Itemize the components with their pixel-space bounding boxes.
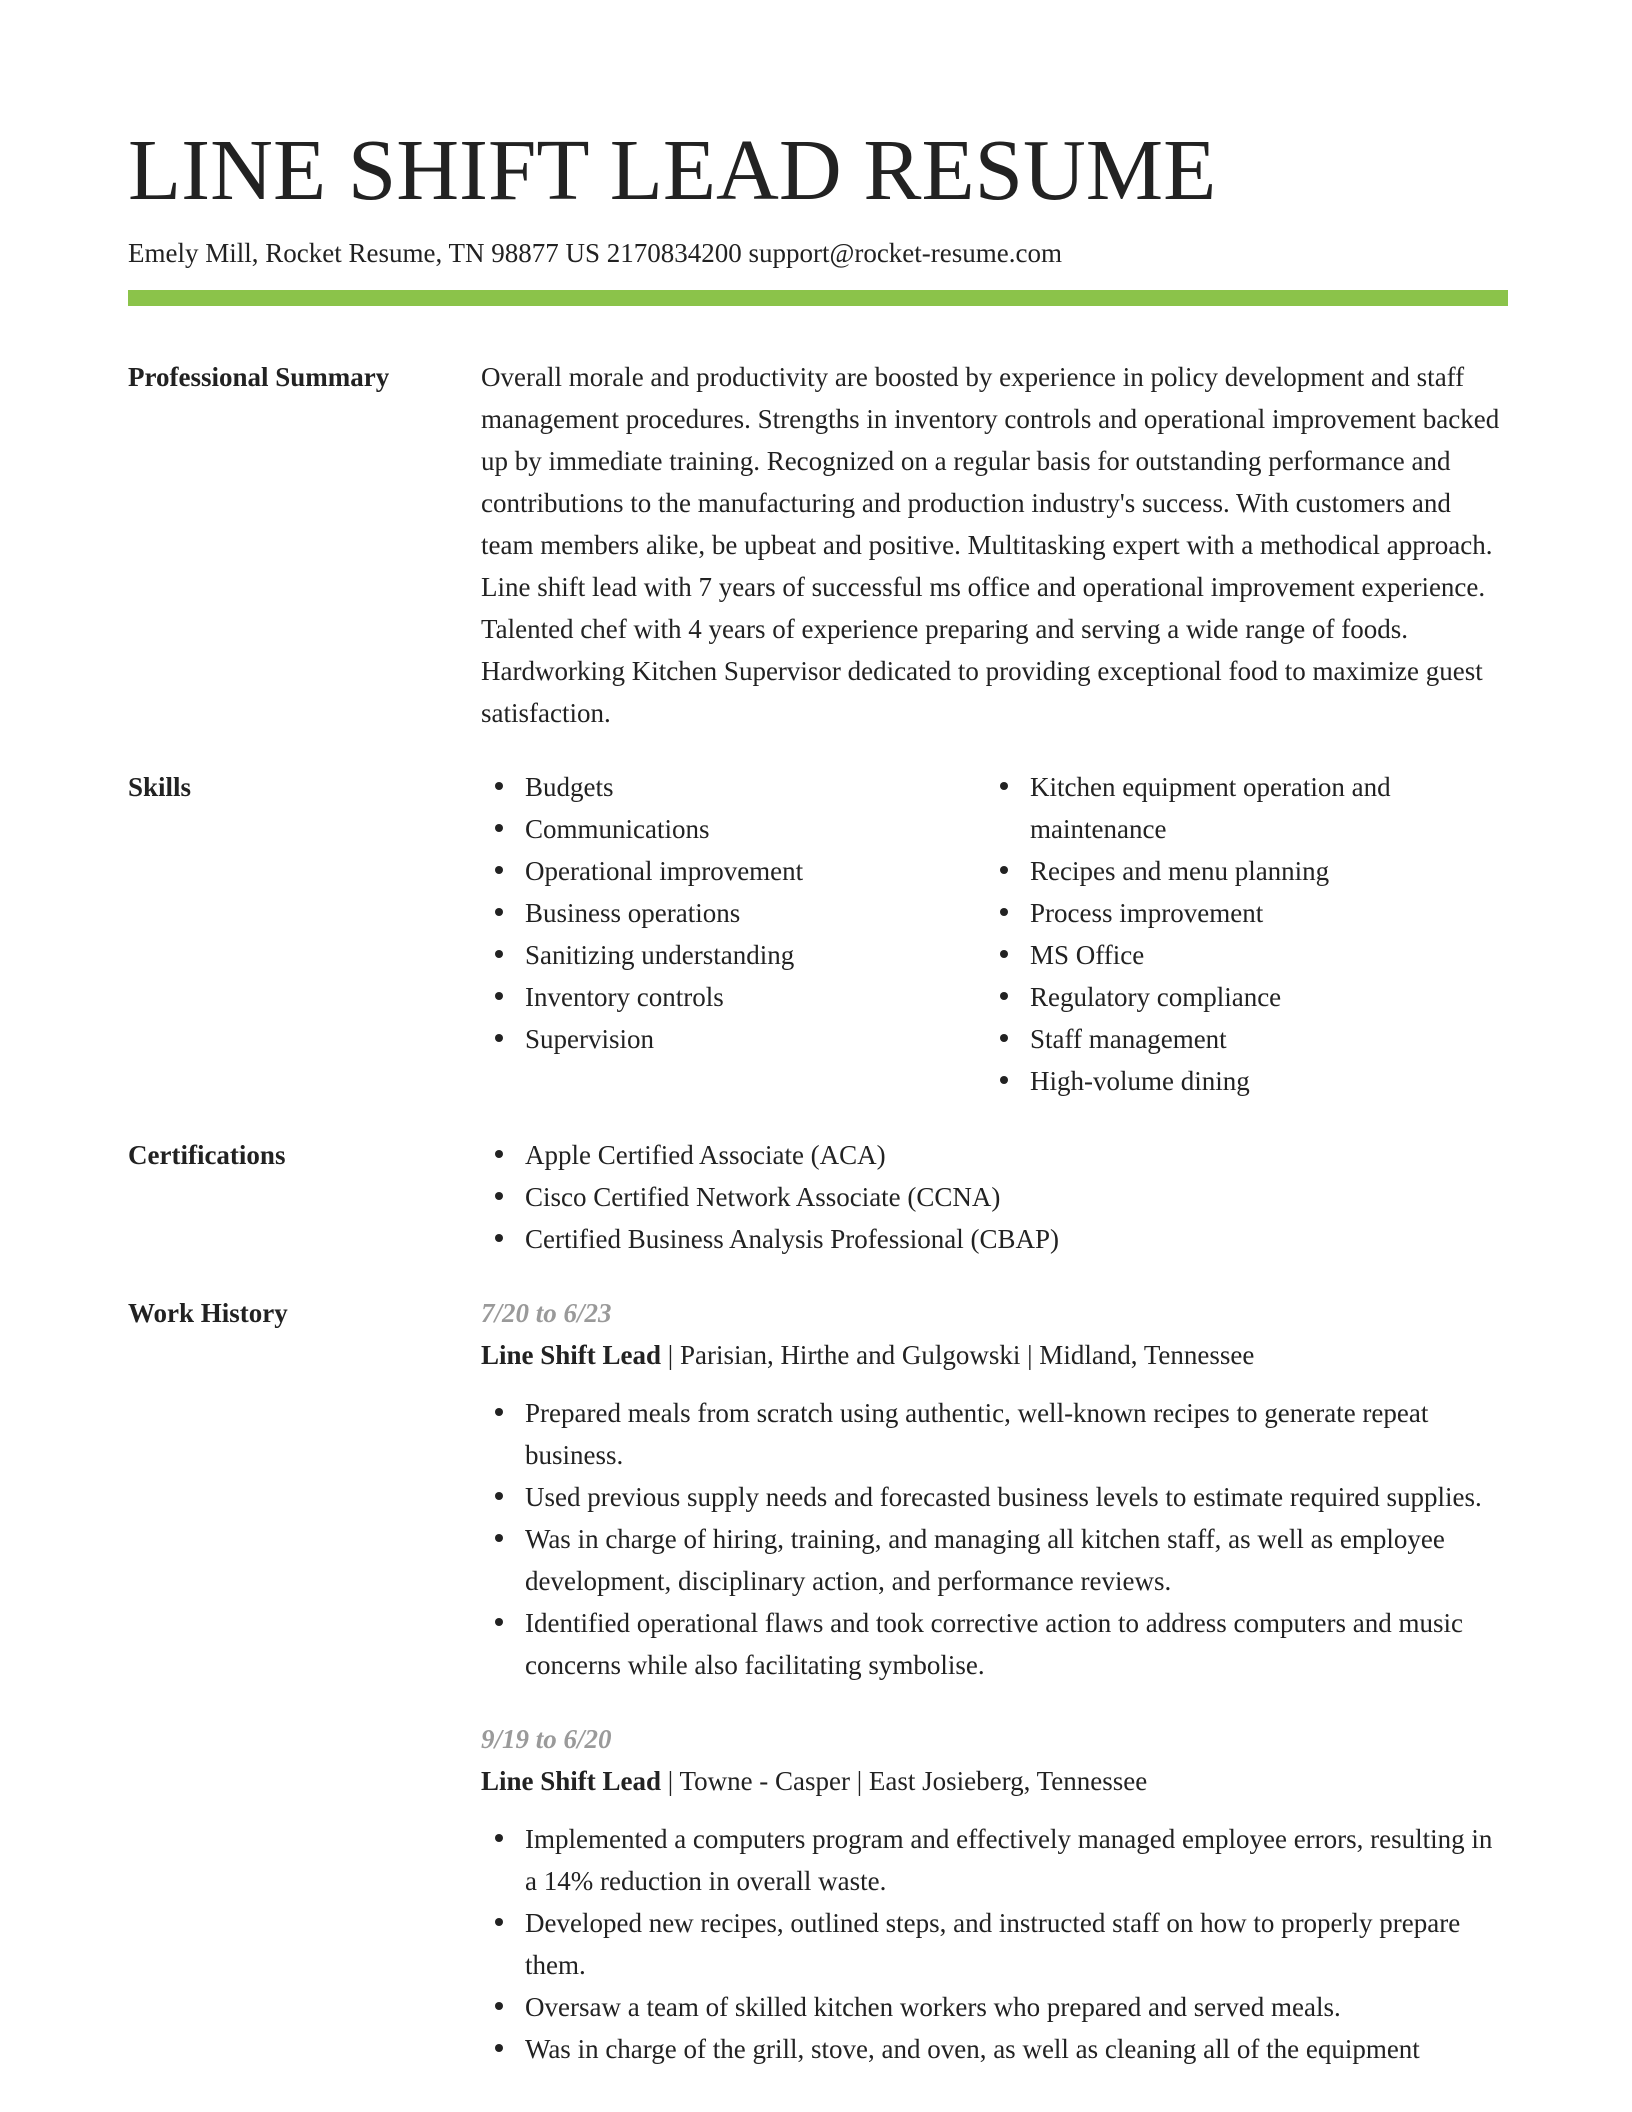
job-bullets xyxy=(481,1392,1508,1686)
bullet-dot-icon xyxy=(495,992,503,1000)
bullet-dot-icon xyxy=(495,1492,503,1500)
skills-list-left xyxy=(481,766,986,1102)
skill-item: Recipes and menu planning xyxy=(986,850,1508,892)
bullet-dot-icon xyxy=(495,1618,503,1626)
job-bullet: Developed new recipes, outlined steps, and instructed staff on how to properly prepare them. xyxy=(481,1902,1508,1986)
bullet-dot-icon xyxy=(495,824,503,832)
skill-item: Regulatory compliance xyxy=(986,976,1508,1018)
skills-list-right xyxy=(986,766,1508,1102)
bullet-dot-icon xyxy=(1000,950,1008,958)
job-details: | Towne - Casper | East Josieberg, Tennessee xyxy=(661,1766,1148,1796)
bullet-dot-icon xyxy=(495,1192,503,1200)
accent-divider xyxy=(128,290,1508,306)
skill-item: Communications xyxy=(481,808,986,850)
bullet-dot-icon xyxy=(495,1408,503,1416)
certification-item: Apple Certified Associate (ACA) xyxy=(481,1134,1508,1176)
skills-section xyxy=(128,766,1508,1102)
job-heading xyxy=(481,1760,1508,1802)
job-heading xyxy=(481,1334,1508,1376)
skill-item: MS Office xyxy=(986,934,1508,976)
skill-item: Business operations xyxy=(481,892,986,934)
job-bullets xyxy=(481,1818,1508,2070)
job-role: Line Shift Lead xyxy=(481,1340,662,1370)
certification-item: Cisco Certified Network Associate (CCNA) xyxy=(481,1176,1508,1218)
job-role: Line Shift Lead xyxy=(481,1766,662,1796)
skill-item: Sanitizing understanding xyxy=(481,934,986,976)
bullet-dot-icon xyxy=(495,1834,503,1842)
skill-item: Inventory controls xyxy=(481,976,986,1018)
job-bullet: Was in charge of the grill, stove, and oven, as well as cleaning all of the equipment xyxy=(481,2028,1508,2070)
skill-item: Staff management xyxy=(986,1018,1508,1060)
job-bullet: Used previous supply needs and forecasted business levels to estimate required supplies. xyxy=(481,1476,1508,1518)
skill-item: Supervision xyxy=(481,1018,986,1060)
bullet-dot-icon xyxy=(495,1918,503,1926)
certification-item: Certified Business Analysis Professional (CBAP) xyxy=(481,1218,1508,1260)
certifications-list xyxy=(481,1134,1508,1260)
certifications-body xyxy=(481,1134,1508,1260)
bullet-dot-icon xyxy=(1000,1076,1008,1084)
job-bullet: Oversaw a team of skilled kitchen workers who prepared and served meals. xyxy=(481,1986,1508,2028)
job-entry xyxy=(481,1292,1508,1686)
bullet-dot-icon xyxy=(495,908,503,916)
skill-item: Budgets xyxy=(481,766,986,808)
bullet-dot-icon xyxy=(1000,908,1008,916)
section-label-work-history: Work History xyxy=(128,1298,288,1328)
bullet-dot-icon xyxy=(1000,992,1008,1000)
skill-item: High-volume dining xyxy=(986,1060,1508,1102)
skills-grid xyxy=(481,766,1508,1102)
bullet-dot-icon xyxy=(495,1034,503,1042)
work-history-section xyxy=(128,1292,1508,2102)
bullet-dot-icon xyxy=(495,2044,503,2052)
bullet-dot-icon xyxy=(1000,1034,1008,1042)
job-dates: 9/19 to 6/20 xyxy=(481,1724,612,1754)
bullet-dot-icon xyxy=(495,1150,503,1158)
bullet-dot-icon xyxy=(495,782,503,790)
job-details: | Parisian, Hirthe and Gulgowski | Midland, Tennessee xyxy=(661,1340,1255,1370)
skill-item: Kitchen equipment operation and maintenance xyxy=(986,766,1508,850)
section-label-summary: Professional Summary xyxy=(128,362,390,392)
section-label-skills: Skills xyxy=(128,772,192,802)
job-bullet: Was in charge of hiring, training, and managing all kitchen staff, as well as employee development, disciplinary action, and performance reviews. xyxy=(481,1518,1508,1602)
bullet-dot-icon xyxy=(495,2002,503,2010)
bullet-dot-icon xyxy=(495,1534,503,1542)
job-entry xyxy=(481,1718,1508,2070)
summary-section xyxy=(128,356,1508,734)
contact-line: Emely Mill, Rocket Resume, TN 98877 US 2170834200 support@rocket-resume.com xyxy=(128,238,1062,268)
skill-item: Operational improvement xyxy=(481,850,986,892)
section-label-certifications: Certifications xyxy=(128,1140,286,1170)
summary-body xyxy=(481,356,1508,734)
bullet-dot-icon xyxy=(495,866,503,874)
resume-page xyxy=(128,0,1508,2102)
summary-text: Overall morale and productivity are boosted by experience in policy development and staff management procedures. Strengths in inventory controls and operational improvement backed up by immediate training. Recognized on a regular basis for outstanding performance and contributions to the manufacturing and production industry's success. With customers and team members alike, be upbeat and positive. Multitasking expert with a methodical approach. Line shift lead with 7 years of successful ms office and operational improvement experience. Talented chef with 4 years of experience preparing and serving a wide range of foods. Hardworking Kitchen Supervisor dedicated to providing exceptional food to maximize guest satisfaction. xyxy=(481,362,1500,728)
job-dates: 7/20 to 6/23 xyxy=(481,1298,612,1328)
job-bullet: Identified operational flaws and took corrective action to address computers and music concerns while also facilitating symbolise. xyxy=(481,1602,1508,1686)
certifications-section xyxy=(128,1134,1508,1260)
bullet-dot-icon xyxy=(1000,866,1008,874)
job-bullet: Prepared meals from scratch using authentic, well-known recipes to generate repeat business. xyxy=(481,1392,1508,1476)
bullet-dot-icon xyxy=(495,950,503,958)
resume-title: LINE SHIFT LEAD RESUME xyxy=(128,121,1217,218)
bullet-dot-icon xyxy=(495,1234,503,1242)
bullet-dot-icon xyxy=(1000,782,1008,790)
work-history-body xyxy=(481,1292,1508,2102)
skill-item: Process improvement xyxy=(986,892,1508,934)
job-bullet: Implemented a computers program and effectively managed employee errors, resulting in a 14% reduction in overall waste. xyxy=(481,1818,1508,1902)
